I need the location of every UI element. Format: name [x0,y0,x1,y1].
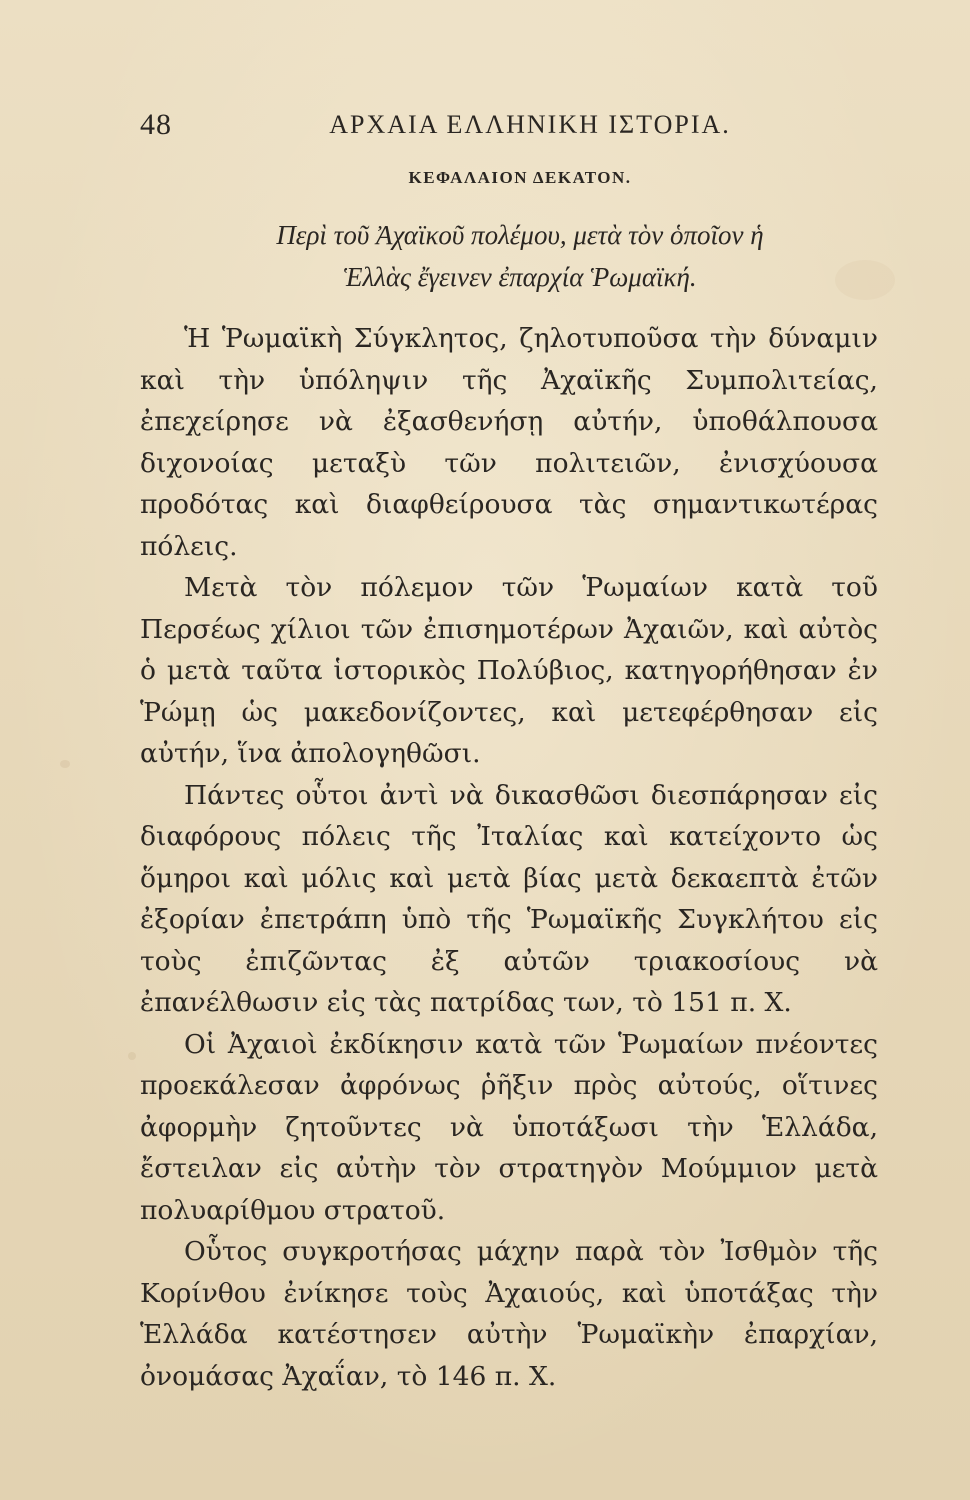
paragraph: Οἱ Ἀχαιοὶ ἐκδίκησιν κατὰ τῶν Ῥωμαίων πνέοντες προεκάλεσαν ἀφρόνως ῥῆξιν πρὸς αὐτούς, οἵτινες ἀφορμὴν ζητοῦντες νὰ ὑποτάξωσι τὴν Ἑλλάδα, ἔστειλαν εἰς αὐτὴν τὸν στρατηγὸν Μούμμιον μετὰ πολυαρίθμου στρατοῦ. [140,1028,878,1226]
subtitle-line: Περὶ τοῦ Ἀχαϊκοῦ πολέμου, μετὰ τὸν ὁποῖον ἡ [276,220,764,250]
running-title: ΑΡΧΑΙΑ ΕΛΛΗΝΙΚΗ ΙΣΤΟΡΙΑ. [329,110,731,139]
page-number: 48 [140,108,172,141]
chapter-title: ΚΕΦΑΛΑΙΟΝ ΔΕΚΑΤΟΝ. [408,168,632,187]
paper-spot [60,760,70,768]
paragraph: Οὗτος συγκροτήσας μάχην παρὰ τὸν Ἰσθμὸν τῆς Κορίνθου ἐνίκησε τοὺς Ἀχαιούς, καὶ ὑποτάξας τὴν Ἑλλάδα κατέστησεν αὐτὴν Ῥωμαϊκὴν ἐπαρχίαν, ὀνομάσας Ἀχαΐαν, τὸ 146 π. Χ. [140,1236,878,1392]
paragraph: Μετὰ τὸν πόλεμον τῶν Ῥωμαίων κατὰ τοῦ Περσέως χίλιοι τῶν ἐπισημοτέρων Ἀχαιῶν, καὶ αὐτὸς ὁ μετὰ ταῦτα ἱστορικὸς Πολύβιος, κατηγορήθησαν ἐν Ῥώμῃ ὡς μακεδονίζοντες, καὶ μετεφέρθησαν εἰς αὐτήν, ἵνα ἀπολογηθῶσι. [140,572,878,769]
body-text [140,318,878,1397]
paper-spot [128,1052,136,1060]
paragraph: Ἡ Ῥωμαϊκὴ Σύγκλητος, ζηλοτυποῦσα τὴν δύναμιν καὶ τὴν ὑπόληψιν τῆς Ἀχαϊκῆς Συμπολιτείας, ἐπεχείρησε νὰ ἐξασθενήσῃ αὐτήν, ὑποθάλπουσα διχονοίας μεταξὺ τῶν πολιτειῶν, ἐνισχύουσα προδότας καὶ διαφθείρουσα τὰς σημαντικωτέρας πόλεις. [140,323,878,562]
chapter-subtitle [140,214,900,298]
paragraph: Πάντες οὗτοι ἀντὶ νὰ δικασθῶσι διεσπάρησαν εἰς διαφόρους πόλεις τῆς Ἰταλίας καὶ κατείχοντο ὡς ὅμηροι καὶ μόλις καὶ μετὰ βίας μετὰ δεκαεπτὰ ἐτῶν ἐξορίαν ἐπετράπη ὑπὸ τῆς Ῥωμαϊκῆς Συγκλήτου εἰς τοὺς ἐπιζῶντας ἐξ αὐτῶν τριακοσίους νὰ ἐπανέλθωσιν εἰς τὰς πατρίδας των, τὸ 151 π. Χ. [140,779,878,1018]
page-header [140,108,880,148]
subtitle-line: Ἑλλὰς ἔγεινεν ἐπαρχία Ῥωμαϊκή. [343,262,697,292]
